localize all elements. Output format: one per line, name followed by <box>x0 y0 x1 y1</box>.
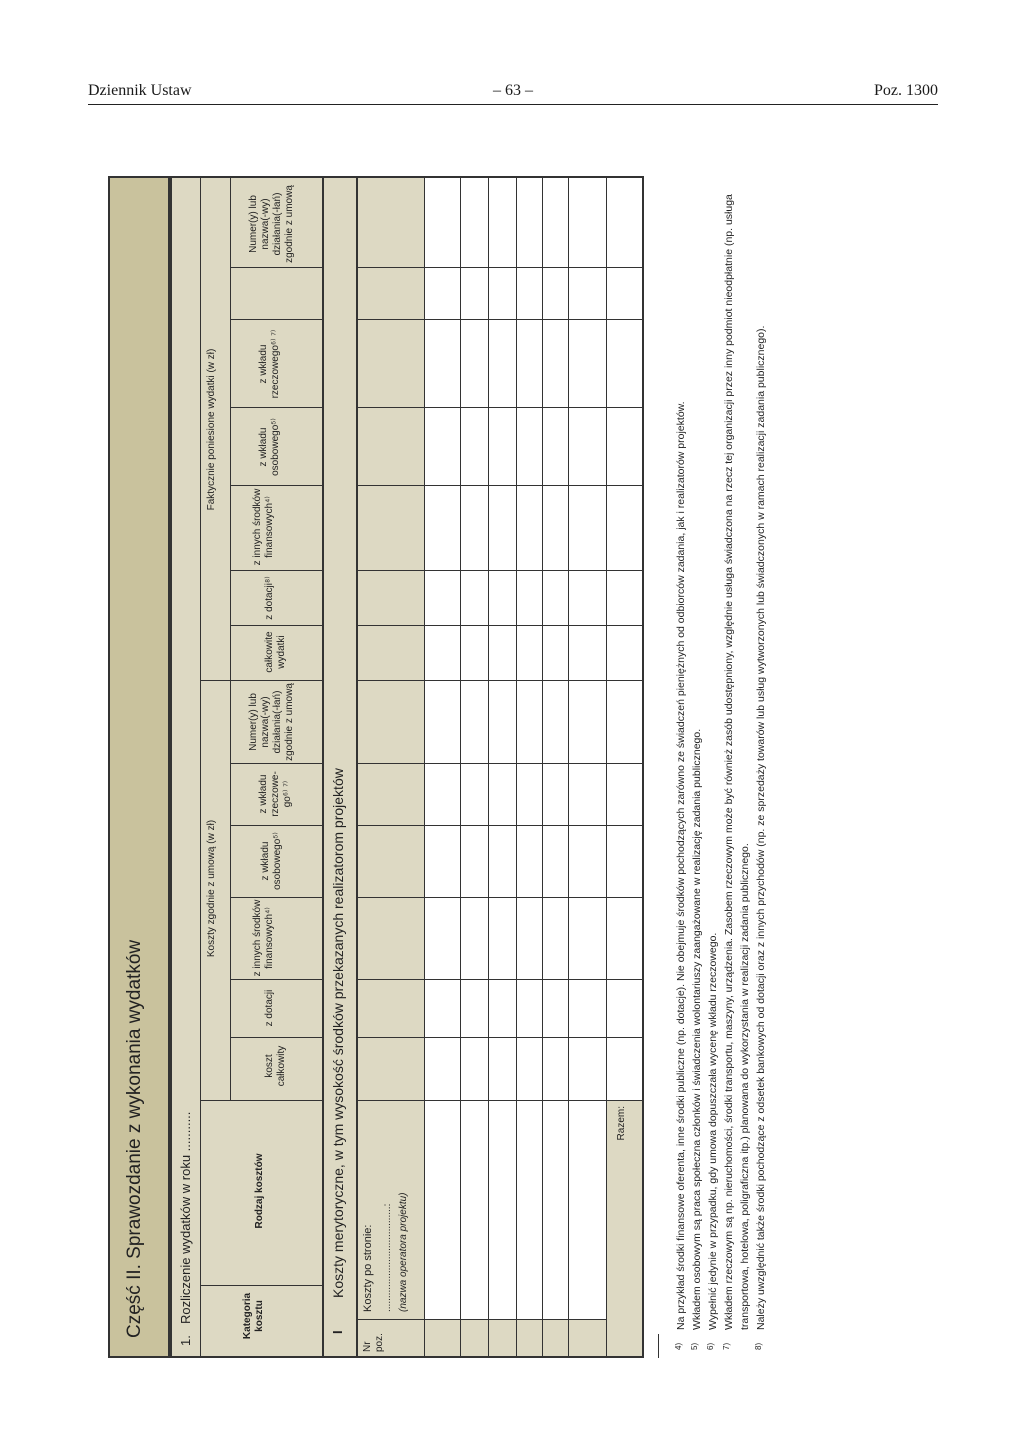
contract-total-header: koszt całkowity <box>264 1045 287 1087</box>
journal-name: Dziennik Ustaw <box>88 82 192 99</box>
costs-by-label: Koszty po stronie: <box>362 1224 374 1312</box>
section-number: 1. <box>178 1335 193 1346</box>
actual-action-header: Numer(y) lub nazwa(-wy) działania(-łań) zgodnie z umową <box>248 185 295 263</box>
footnote-7: 7) Wkładem rzeczowym są np. nieruchomości, środki transportu, maszyny, urządzenia. Zasobem rzeczowym może być również zasób udostępniony, względnie usługa świadczona na rzecz tej organizacji przez inny podmiot nieodpłatnie (np. usługa transportowa, hotelowa, poligraficzna itp.) planowana do wykorzystania w realizacji zadania publicznego. <box>722 194 751 1350</box>
actual-personal-header: z wkładu osobowego⁵⁾ <box>258 418 281 476</box>
actual-group-header: Faktycznie poniesione wydatki (w zł) <box>206 348 217 511</box>
actual-total-header: całkowite wydatki <box>264 631 287 673</box>
contract-grant-header: z dotacji <box>264 989 275 1027</box>
contract-personal-header: z wkładu osobowego⁵⁾ <box>260 832 283 890</box>
contract-action-header: Numer(y) lub nazwa(-wy) działania(-łań) zgodnie z umową <box>248 683 295 761</box>
footnote-8: 8) Należy uwzględnić także środki pochodzące z odsetek bankowych od dotacji oraz z innych przychodów (np. ze sprzedaży towarów lub usług wytworzonych lub świadczonych w ramach realizacji zadania publicznego). <box>754 325 767 1350</box>
page-header <box>88 80 938 105</box>
rotated-form <box>108 168 828 1358</box>
footnotes <box>658 178 769 1358</box>
row-I-number: I <box>330 1330 345 1334</box>
actual-other-funds-header: z innych środków finansowych⁴⁾ <box>252 488 275 566</box>
row-I-text: Koszty merytoryczne, w tym wysokość środków przekazanych realizatorom projektów <box>330 768 346 1298</box>
sum-label: Razem: <box>616 1106 627 1141</box>
section-title: Rozliczenie wydatków w roku ........... <box>178 1111 193 1324</box>
category-header: Kategoria kosztu <box>242 1292 265 1340</box>
footnote-5: 5) Wkładem osobowym są praca społeczna członków i świadczenia wolontariuszy zaangażowane w realizację zadania publicznego. <box>690 728 703 1350</box>
nr-label: Nr poz. <box>362 1333 385 1352</box>
contract-other-funds-header: z innych środków finansowych⁴⁾ <box>252 899 275 977</box>
contract-material-header: z wkładu rzeczowe-go⁶⁾ ⁷⁾ <box>258 771 293 817</box>
page-number: – 63 – <box>493 82 533 99</box>
actual-material-header: z wkładu rzeczowego⁶⁾ ⁷⁾ <box>258 329 281 399</box>
operator-dots: ......................................: <box>382 1203 393 1312</box>
contract-group-header: Koszty zgodnie z umową (w zł) <box>206 819 217 958</box>
footnote-4: 4) Na przykład środki finansowe oferenta, inne środki publiczne (np. dotacje). Nie obejmuje środków pochodzących zarówno ze świadczeń pieniężnych od odbiorców zadania, jak i realizatorów projektów. <box>674 401 687 1350</box>
footnote-6: 6) Wypełnić jedynie w przypadku, gdy umowa dopuszczała wycenę wkładu rzeczowego. <box>706 932 719 1350</box>
type-header: Rodzaj kosztów <box>254 1153 265 1229</box>
operator-row-values <box>356 178 424 1101</box>
operator-note: (nazwa operatora projektu) <box>398 1192 409 1312</box>
part-title: Część II. Sprawozdanie z wykonania wydatków <box>124 939 145 1338</box>
part-title-band <box>108 176 170 1358</box>
expense-table <box>170 176 644 1358</box>
actual-grant-header: z dotacji⁸⁾ <box>264 576 275 620</box>
position-number: Poz. 1300 <box>874 82 938 99</box>
